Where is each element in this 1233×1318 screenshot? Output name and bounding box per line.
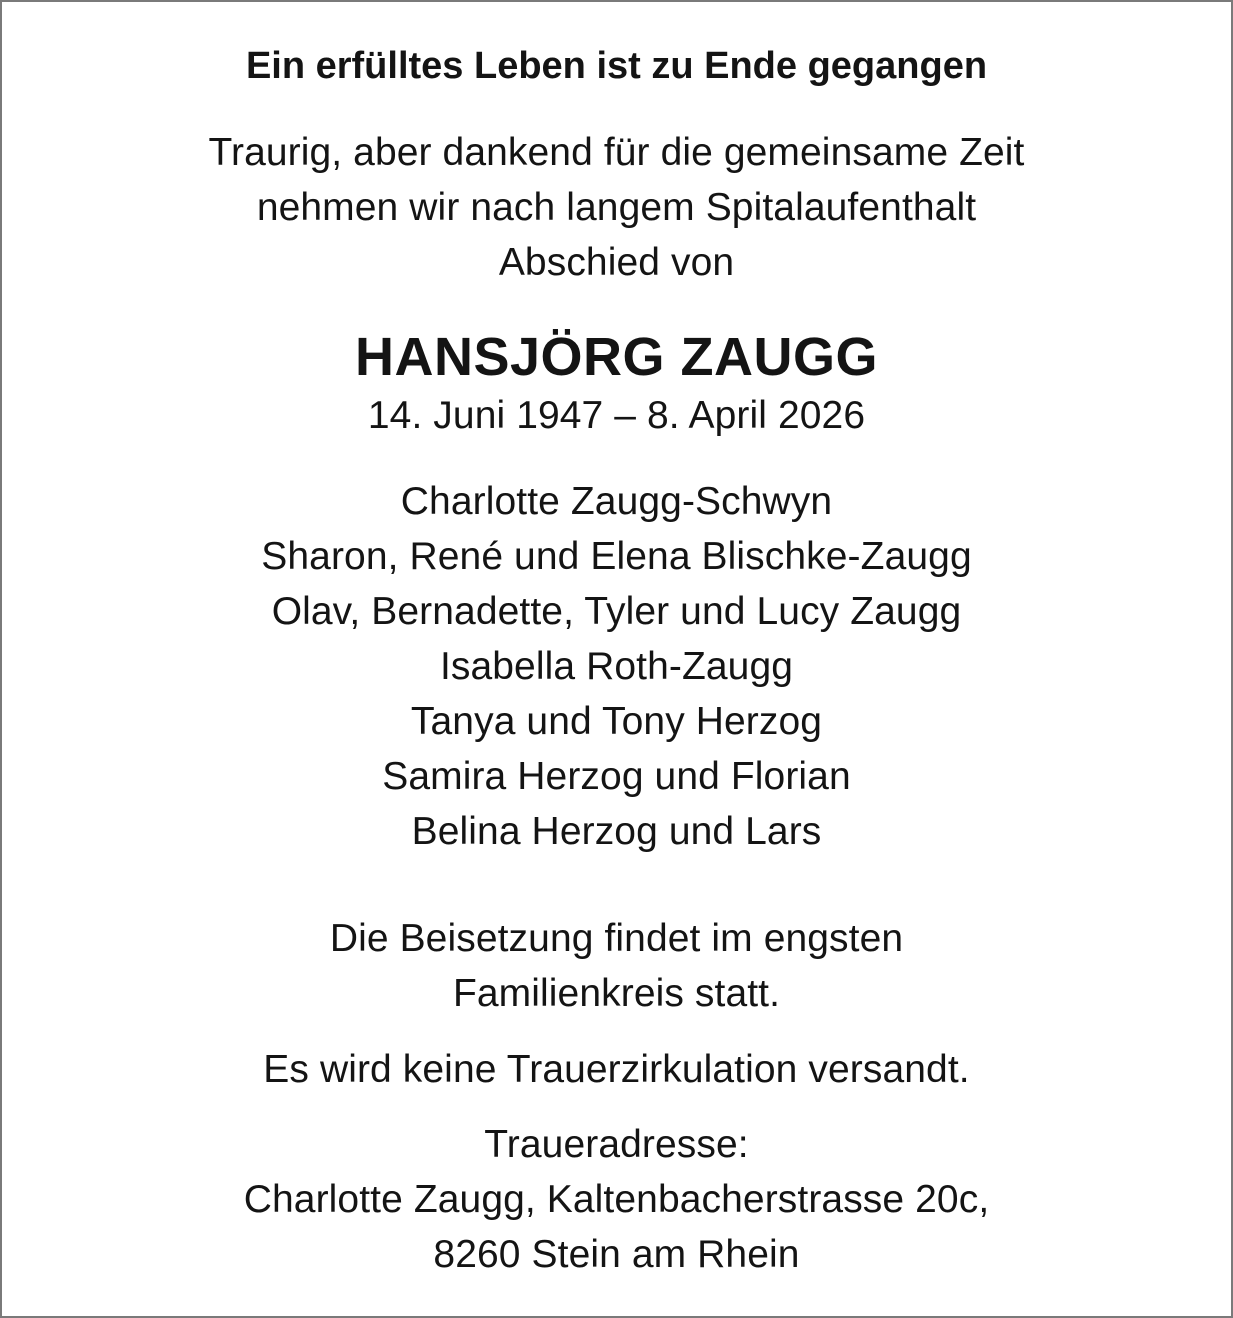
- mourner-line: Olav, Bernadette, Tyler und Lucy Zaugg: [271, 590, 962, 633]
- address-line: Charlotte Zaugg, Kaltenbacherstrasse 20c,: [243, 1178, 990, 1221]
- mourner-line: Sharon, René und Elena Blischke-Zaugg: [261, 535, 972, 578]
- burial-line: Die Beisetzung findet im engsten: [329, 917, 904, 960]
- mourners-list: [2, 443, 1231, 859]
- mourner-line: Isabella Roth-Zaugg: [439, 645, 794, 688]
- intro-line: Abschied von: [498, 241, 735, 284]
- address-label: Traueradresse:: [484, 1123, 749, 1166]
- intro-line: nehmen wir nach langem Spitalaufenthalt: [256, 186, 977, 229]
- address-line: 8260 Stein am Rhein: [433, 1233, 800, 1276]
- mourning-address: [2, 1097, 1231, 1282]
- circular-line: Es wird keine Trauerzirkulation versandt.: [263, 1048, 970, 1091]
- obituary-content: [2, 2, 1231, 1282]
- circular-notice: [2, 1021, 1231, 1097]
- burial-line: Familienkreis statt.: [452, 972, 781, 1015]
- mourner-line: Tanya und Tony Herzog: [410, 700, 823, 743]
- burial-notice: [2, 859, 1231, 1021]
- mourner-line: Samira Herzog und Florian: [382, 755, 851, 798]
- headline: Ein erfülltes Leben ist zu Ende gegangen: [245, 45, 988, 87]
- intro-block: [2, 94, 1231, 290]
- mourner-line: Charlotte Zaugg-Schwyn: [400, 480, 833, 523]
- deceased-name: HANSJÖRG ZAUGG: [354, 327, 879, 387]
- mourner-line: Belina Herzog und Lars: [411, 810, 822, 853]
- deceased-dates: 14. Juni 1947 – 8. April 2026: [367, 394, 866, 437]
- intro-line: Traurig, aber dankend für die gemeinsame Zeit: [208, 131, 1025, 174]
